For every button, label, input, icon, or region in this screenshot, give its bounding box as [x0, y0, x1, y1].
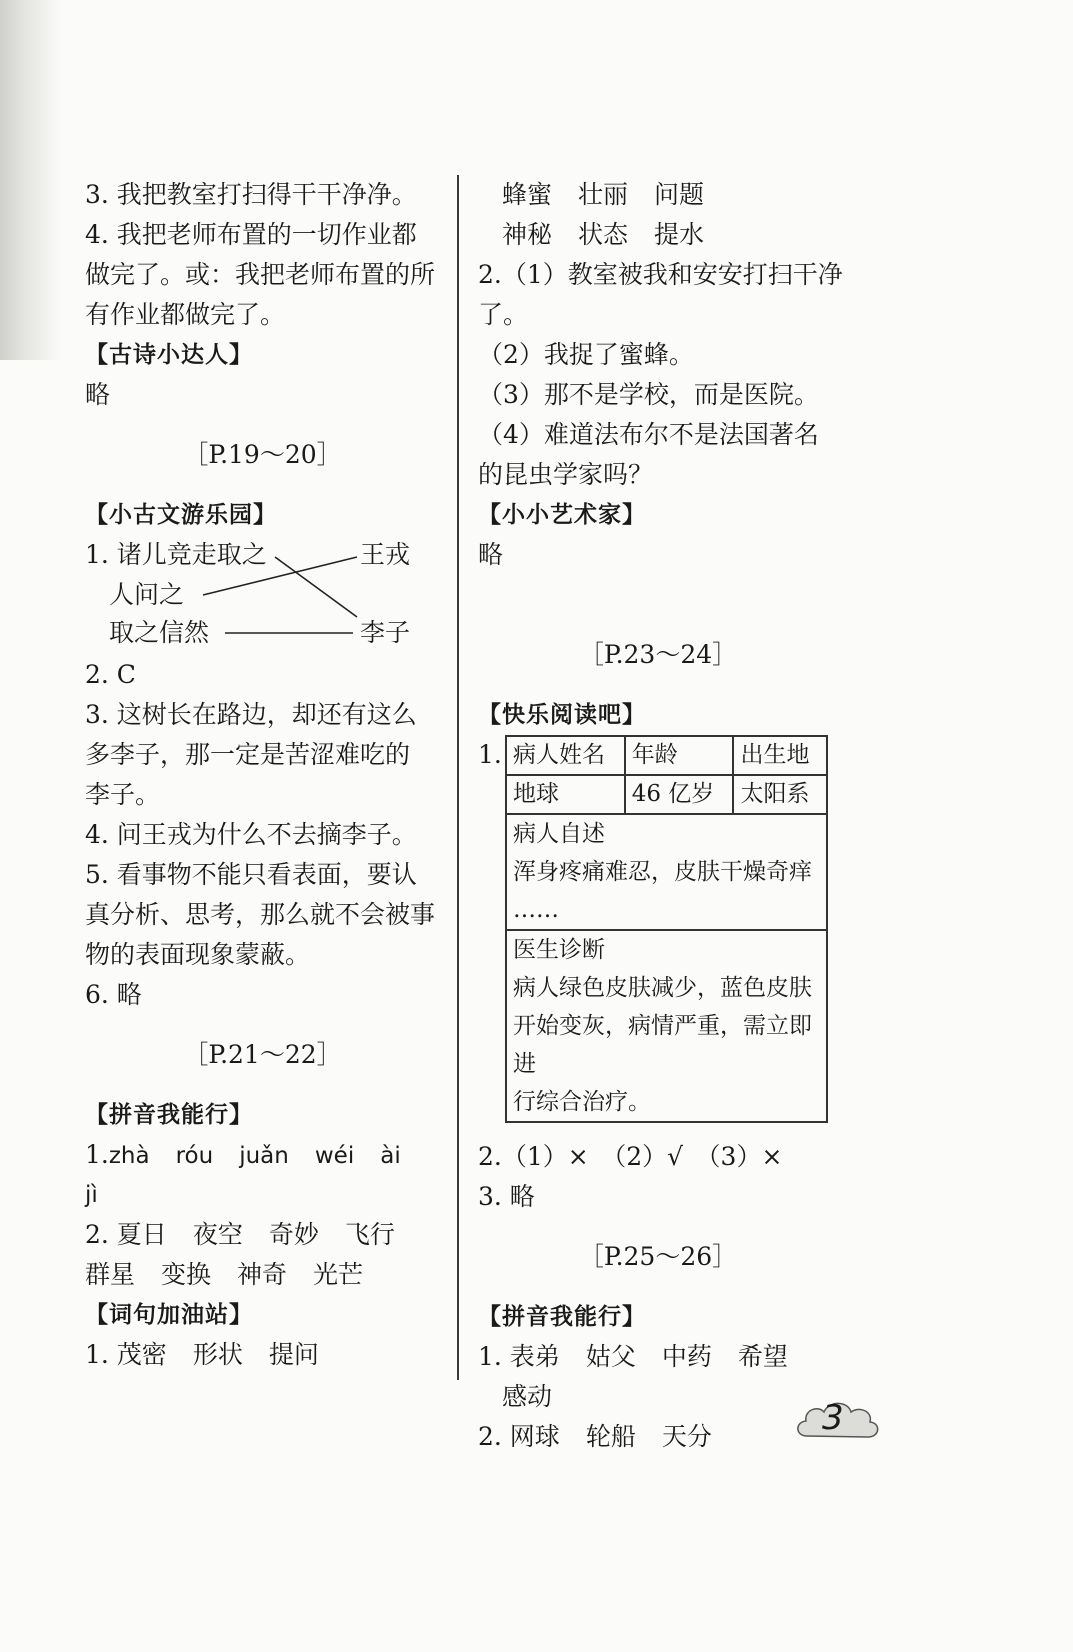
answer-line: 多李子，那一定是苦涩难吃的 — [85, 740, 411, 769]
answer-line: 略 — [478, 540, 504, 569]
record-cell-label: 病人姓名 — [506, 736, 625, 775]
matching-exercise — [85, 535, 440, 655]
record-section-title: 病人自述 — [513, 821, 605, 847]
word: 天分 — [661, 1422, 712, 1451]
section-header-yuedu: 【快乐阅读吧】 — [478, 702, 646, 728]
answer-line: 2. C — [85, 660, 136, 689]
page-number: 3 — [822, 1398, 844, 1438]
answer-line: 3. 这树长在路边，却还有这么 — [85, 700, 417, 729]
record-text: 浑身疼痛难忍，皮肤干燥奇痒 — [513, 859, 812, 885]
column-divider — [457, 175, 459, 1380]
match-left-item: 取之信然 — [109, 618, 210, 647]
word: 飞行 — [344, 1220, 395, 1249]
question-number: 1. — [478, 740, 502, 769]
page-range-header: ［P.25～26］ — [578, 1242, 738, 1271]
pinyin-word: jì — [85, 1182, 98, 1208]
page-range-header: ［P.23～24］ — [578, 640, 738, 669]
answer-line: 做完了。或：我把老师布置的所 — [85, 260, 436, 289]
page-range-header: ［P.19～20］ — [183, 440, 342, 469]
word: 光芒 — [313, 1260, 364, 1289]
word: 轮船 — [585, 1422, 636, 1451]
word: 1. 茂密 — [85, 1340, 167, 1369]
answer-line: 4. 问王戎为什么不去摘李子。 — [85, 820, 417, 849]
medical-record-table — [505, 735, 828, 1123]
record-cell-label: 出生地 — [733, 736, 827, 775]
word: 形状 — [192, 1340, 243, 1369]
word: 变换 — [161, 1260, 212, 1289]
answer-line: 4. 我把老师布置的一切作业都 — [85, 220, 417, 249]
word: 中药 — [661, 1342, 712, 1371]
question-number: 1. — [85, 1140, 109, 1169]
record-text: 开始变灰，病情严重，需立即进 — [513, 1013, 812, 1077]
word-row — [478, 215, 838, 255]
section-header-pinyin: 【拼音我能行】 — [85, 1102, 253, 1128]
word-row — [478, 1337, 838, 1377]
answer-line: 略 — [85, 380, 111, 409]
match-left-item: 人问之 — [109, 580, 185, 609]
word-row — [478, 1417, 838, 1457]
word: 2. 网球 — [478, 1422, 560, 1451]
pinyin-word: ài — [380, 1143, 401, 1169]
record-diagnosis — [506, 930, 827, 1122]
record-text: …… — [513, 897, 559, 923]
answer-line: 的昆虫学家吗？ — [478, 460, 654, 489]
answer-line: （4）难道法布尔不是法国著名 — [478, 420, 819, 449]
word: 蜂蜜 — [502, 180, 553, 209]
answer-line: （3）那不是学校，而是医院。 — [478, 380, 819, 409]
record-cell-value: 太阳系 — [733, 775, 827, 814]
record-cell-value: 地球 — [506, 775, 625, 814]
answer-line: 李子。 — [85, 780, 161, 809]
word: 姑父 — [585, 1342, 636, 1371]
match-left-item: 1. 诸儿竞走取之 — [85, 540, 267, 569]
pinyin-word: juǎn — [239, 1143, 289, 1169]
pinyin-line — [85, 1135, 440, 1175]
answer-line: 了。 — [478, 300, 529, 329]
answer-line: 3. 我把教室打扫得干干净净。 — [85, 180, 417, 209]
word: 状态 — [578, 220, 629, 249]
record-cell-label: 年龄 — [625, 736, 734, 775]
section-header-ciju: 【词句加油站】 — [85, 1302, 253, 1328]
record-text: 病人绿色皮肤减少，蓝色皮肤 — [513, 975, 812, 1001]
section-header-yishu: 【小小艺术家】 — [478, 502, 646, 528]
word: 1. 表弟 — [478, 1342, 560, 1371]
word: 提水 — [654, 220, 705, 249]
page-range-header: ［P.21～22］ — [183, 1040, 342, 1069]
answer-line: 物的表面现象蒙蔽。 — [85, 940, 311, 969]
word: 神秘 — [502, 220, 553, 249]
match-right-item: 王戎 — [360, 540, 411, 569]
scan-edge-shadow — [0, 0, 62, 360]
left-column — [85, 175, 440, 1375]
record-text: 行综合治疗。 — [513, 1089, 651, 1115]
word: 神奇 — [237, 1260, 288, 1289]
answer-line: 2.（1）× （2）√ （3）× — [478, 1142, 783, 1171]
answer-line: 6. 略 — [85, 980, 142, 1009]
word-row — [85, 1335, 440, 1375]
pinyin-word: zhà — [108, 1143, 150, 1169]
section-header-xiaoguwen: 【小古文游乐园】 — [85, 502, 277, 528]
answer-line: 2.（1）教室被我和安安打扫干净 — [478, 260, 843, 289]
word: 夜空 — [192, 1220, 243, 1249]
word: 奇妙 — [268, 1220, 319, 1249]
answer-line: 真分析、思考，那么就不会被事 — [85, 900, 436, 929]
word-row — [478, 175, 838, 215]
record-section-title: 医生诊断 — [513, 937, 605, 963]
word: 感动 — [502, 1382, 553, 1411]
record-cell-value: 46 亿岁 — [625, 775, 734, 814]
answer-line: 5. 看事物不能只看表面，要认 — [85, 860, 417, 889]
word-row — [85, 1255, 440, 1295]
word: 群星 — [85, 1260, 136, 1289]
pinyin-word: róu — [175, 1143, 214, 1169]
answer-line: （2）我捉了蜜蜂。 — [478, 340, 694, 369]
word: 问题 — [654, 180, 705, 209]
section-header-gushi: 【古诗小达人】 — [85, 342, 253, 368]
word: 2. 夏日 — [85, 1220, 167, 1249]
word: 希望 — [737, 1342, 788, 1371]
word: 提问 — [268, 1340, 319, 1369]
word: 壮丽 — [578, 180, 629, 209]
word-row — [85, 1215, 440, 1255]
record-self-report — [506, 814, 827, 930]
answer-line: 3. 略 — [478, 1182, 535, 1211]
match-right-item: 李子 — [360, 618, 411, 647]
medical-record — [478, 735, 838, 1123]
pinyin-word: wéi — [314, 1143, 355, 1169]
right-column — [478, 175, 843, 1457]
answer-line: 有作业都做完了。 — [85, 300, 286, 329]
section-header-pinyin: 【拼音我能行】 — [478, 1304, 646, 1330]
